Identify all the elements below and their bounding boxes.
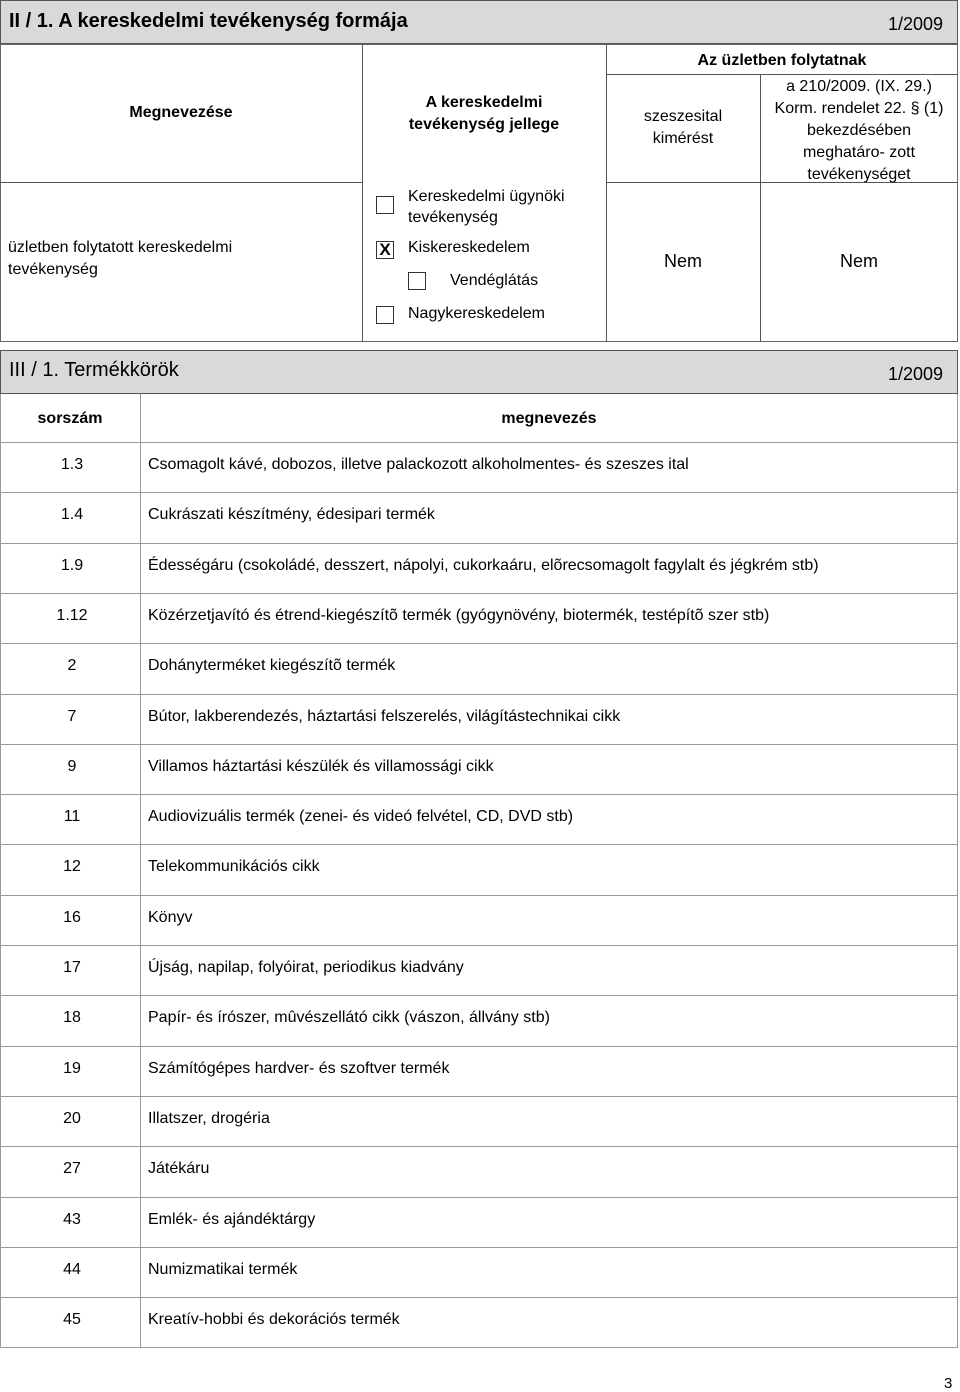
row-name: Játékáru [148, 1160, 210, 1177]
section1-header [0, 0, 958, 44]
type-column-header: A kereskedelmi tevékenység jellege [408, 94, 560, 133]
row-divider [0, 995, 958, 996]
row-name: Cukrászati készítmény, édesipari termék [148, 506, 435, 523]
row-divider [0, 1347, 958, 1348]
row-number: 45 [63, 1311, 81, 1328]
row-name: Illatszer, drogéria [148, 1110, 270, 1127]
checkbox-agent[interactable] [376, 196, 394, 214]
row-name: Kreatív-hobbi és dekorációs termék [148, 1311, 400, 1328]
row-name: Csomagolt kávé, dobozos, illetve palackozott alkoholmentes- és szeszes ital [148, 456, 689, 473]
row-divider [0, 1247, 958, 1248]
product-column-header: megnevezés [501, 410, 597, 427]
section2-title: III / 1. Termékkörök [9, 359, 179, 381]
row-name: Újság, napilap, folyóirat, periodikus kiadvány [148, 959, 464, 976]
row-name: Audiovizuális termék (zenei- és videó felvétel, CD, DVD stb) [148, 808, 574, 825]
row-number: 2 [67, 657, 77, 674]
row-number: 9 [67, 758, 77, 775]
row-name: Bútor, lakberendezés, háztartási felszerelés, világítástechnikai cikk [148, 708, 621, 725]
row-divider [0, 1096, 958, 1097]
row-divider [0, 1197, 958, 1198]
row-name: Numizmatikai termék [148, 1261, 298, 1278]
row-name: Édességáru (csokoládé, desszert, nápolyi, cukorkaáru, elõrecsomagolt fagylalt és jégkrém stb) [148, 557, 819, 574]
row-number: 1.12 [56, 607, 88, 624]
row-number: 18 [63, 1009, 81, 1026]
alcohol-column-header: szeszesital kimérést [643, 108, 723, 147]
row-name: Villamos háztartási készülék és villamossági cikk [148, 758, 494, 775]
page-number: 3 [944, 1375, 953, 1392]
row-divider [0, 643, 958, 644]
row-number: 7 [67, 708, 77, 725]
divider [362, 44, 363, 342]
row-name: Számítógépes hardver- és szoftver termék [148, 1060, 450, 1077]
row-number: 20 [63, 1110, 81, 1127]
option-wholesale-label: Nagykereskedelem [408, 305, 545, 322]
row-divider [0, 1146, 958, 1147]
checkbox-retail[interactable]: X [376, 241, 394, 259]
section2-header [0, 350, 958, 394]
row-divider [0, 1297, 958, 1298]
name-column-header: Megnevezése [129, 104, 233, 121]
row-divider [0, 794, 958, 795]
row-name: Papír- és írószer, mûvészellátó cikk (vászon, állvány stb) [148, 1009, 550, 1026]
checkbox-hospitality[interactable] [408, 272, 426, 290]
option-hospitality-label: Vendéglátás [450, 272, 539, 289]
row-number: 16 [63, 909, 81, 926]
row-name: Dohányterméket kiegészítõ termék [148, 657, 396, 674]
divider [606, 74, 958, 75]
row-number: 44 [63, 1261, 81, 1278]
row-number: 1.4 [60, 506, 84, 523]
row-divider [0, 593, 958, 594]
section1-year: 1/2009 [887, 14, 943, 34]
row-number: 19 [63, 1060, 81, 1077]
row-number: 11 [63, 808, 81, 825]
section2-year: 1/2009 [887, 364, 943, 384]
row-name: Telekommunikációs cikk [148, 858, 320, 875]
divider [760, 74, 761, 342]
option-agent-label: Kereskedelmi ügynöki tevékenység [408, 188, 565, 226]
section1-title: II / 1. A kereskedelmi tevékenység formája [9, 10, 408, 32]
row-divider [0, 895, 958, 896]
divider [606, 44, 607, 342]
row-divider [0, 844, 958, 845]
row-number: 12 [63, 858, 81, 875]
row-label: üzletben folytatott kereskedelmi tevékenység [8, 239, 233, 278]
row-divider [0, 543, 958, 544]
alcohol-value: Nem [663, 251, 702, 271]
row-divider [0, 1046, 958, 1047]
number-column-header: sorszám [37, 410, 103, 427]
row-divider [0, 744, 958, 745]
row-name: Könyv [148, 909, 193, 926]
column-divider [957, 394, 958, 1347]
divider [0, 182, 362, 183]
store-column-header: Az üzletben folytatnak [697, 52, 867, 69]
checkbox-wholesale[interactable] [376, 306, 394, 324]
row-number: 1.3 [60, 456, 84, 473]
row-divider [0, 492, 958, 493]
row-divider [0, 945, 958, 946]
row-number: 27 [63, 1160, 81, 1177]
row-number: 43 [63, 1211, 81, 1228]
regulation-value: Nem [839, 251, 878, 271]
row-name: Emlék- és ajándéktárgy [148, 1211, 316, 1228]
row-divider [0, 694, 958, 695]
row-divider [0, 442, 958, 443]
row-name: Közérzetjavító és étrend-kiegészítõ termék (gyógynövény, biotermék, testépítõ szer stb) [148, 607, 770, 624]
regulation-column-header: a 210/2009. (IX. 29.) Korm. rendelet 22. § (1) bekezdésében meghatáro- zott tevékenységet [774, 78, 944, 183]
row-number: 1.9 [60, 557, 84, 574]
option-retail-label: Kiskereskedelem [408, 239, 530, 256]
row-number: 17 [63, 959, 81, 976]
